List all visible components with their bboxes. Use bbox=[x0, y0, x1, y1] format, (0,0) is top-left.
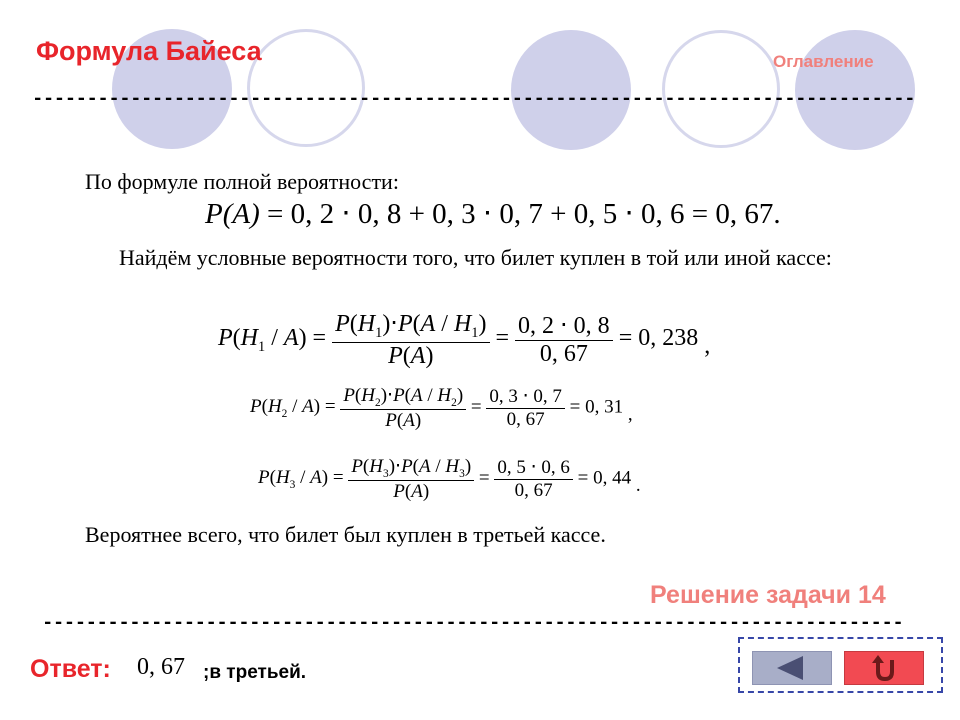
toc-link[interactable]: Оглавление bbox=[773, 52, 874, 71]
header-separator: --------------------------------------------------------------------------------- bbox=[32, 88, 916, 110]
return-icon bbox=[845, 652, 923, 684]
bayes-formula-2: $P(H_2 / A)$ = $\frac{P(H_2)\cdot P(A / H_2)}{P(A)}$ = $\frac{0, 3 \cdot 0, 7}{0, 67}$ = 0, 31 , bbox=[250, 385, 633, 431]
answer-text: ;в третьей. bbox=[203, 662, 307, 683]
return-button[interactable] bbox=[844, 651, 924, 685]
punct: , bbox=[704, 332, 711, 359]
intro-text: По формуле полной вероятности: bbox=[85, 169, 399, 194]
answer-value: 0, 67 bbox=[137, 654, 185, 680]
navigation-panel bbox=[738, 637, 943, 693]
calc-denominator: 0, 67 bbox=[539, 340, 588, 367]
bayes-formula-1: $P(H_1 / A)$ = $\frac{P(H_1)\cdot P(A / H_1)}{P(A)}$ = $\frac{0, 2 \cdot 0, 8}{0, 67}$ = 0, 238 , bbox=[218, 311, 711, 369]
explanation-paragraph: Найдём условные вероятности того, что билет куплен в той или иной кассе: bbox=[119, 245, 832, 270]
bayes-result: = 0, 238 bbox=[618, 324, 699, 351]
solution-heading: Решение задачи 14 bbox=[650, 581, 886, 609]
answer-label: Ответ: bbox=[30, 655, 111, 683]
h-index: 1 bbox=[258, 338, 266, 355]
footer-separator: ------------------------------------------------------------------------------- bbox=[42, 612, 904, 634]
total-probability-formula bbox=[205, 196, 781, 231]
calc-numerator: 0, 2 ⋅ 0, 8 bbox=[515, 311, 613, 341]
page-title: Формула Байеса bbox=[36, 36, 262, 66]
bayes-formula-3: $P(H_3 / A)$ = $\frac{P(H_3)\cdot P(A / H_3)}{P(A)}$ = $\frac{0, 5 \cdot 0, 6}{0, 67}$ = 0, 44 . bbox=[258, 456, 641, 502]
arrow-left-icon bbox=[753, 652, 831, 684]
total-prob-lhs: P(A) bbox=[205, 198, 260, 230]
total-prob-rhs: = 0, 2 ⋅ 0, 8 + 0, 3 ⋅ 0, 7 + 0, 5 ⋅ 0, 6 = 0, 67. bbox=[267, 198, 781, 230]
conclusion-text: Вероятнее всего, что билет был куплен в третьей кассе. bbox=[85, 522, 606, 547]
back-button[interactable] bbox=[752, 651, 832, 685]
